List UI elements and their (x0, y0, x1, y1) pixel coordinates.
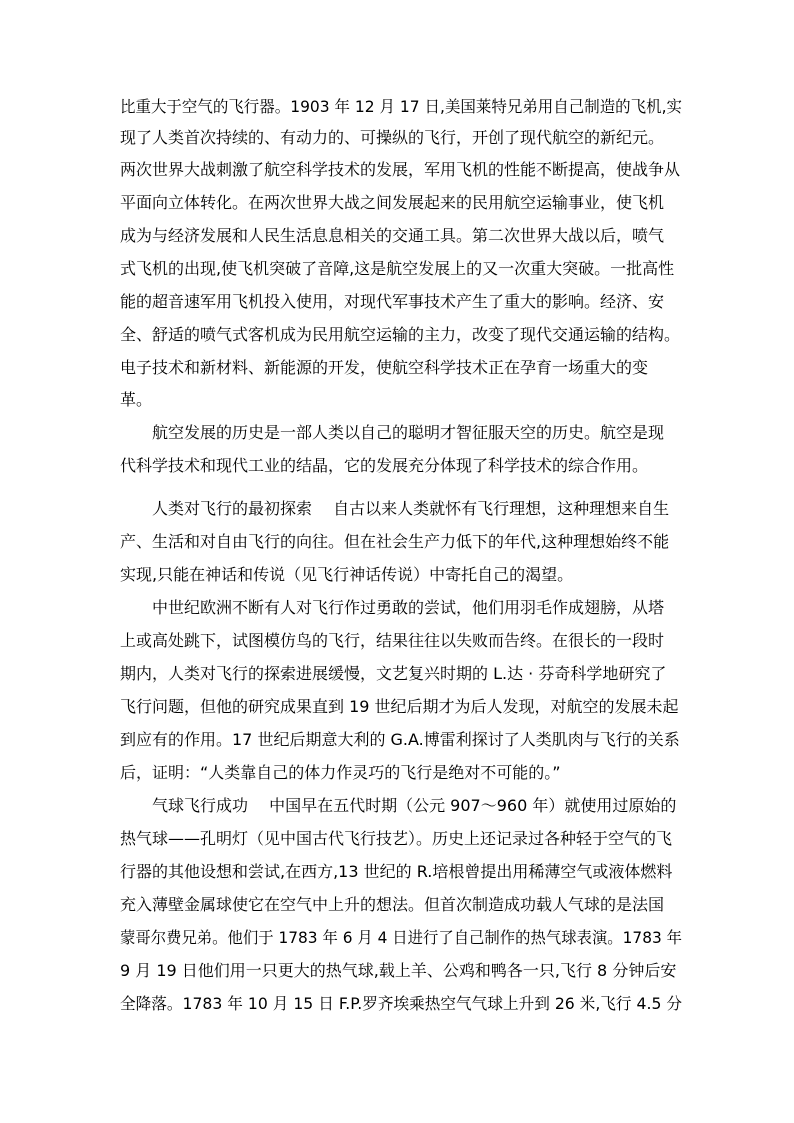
line-text: 蒙哥尔费兄弟。他们于 1783 年 6 月 4 日进行了自己制作的热气球表演。1783 年 (120, 928, 682, 947)
text-line (120, 928, 794, 948)
text-line (152, 598, 794, 618)
line-text: 上或高处跳下，试图模仿鸟的飞行，结果往往以失败而告终。在很长的一段时 (120, 631, 665, 650)
line-text: 到应有的作用。17 世纪后期意大利的 G.A.博雷利探讨了人类肌肉与飞行的关系 (120, 730, 680, 749)
text-line (120, 97, 794, 117)
text-line (120, 829, 794, 849)
line-text: 成为与经济发展和人民生活息息相关的交通工具。第二次世界大战以后，喷气 (120, 226, 665, 245)
line-text: 两次世界大战刺激了航空科学技术的发展，军用飞机的性能不断提高，使战争从 (120, 160, 681, 179)
line-text: 产、生活和对自由飞行的向往。但在社会生产力低下的年代,这种理想始终不能 (120, 532, 670, 551)
line-text: 电子技术和新材料、新能源的开发，使航空科学技术正在孕育一场重大的变 (120, 358, 649, 377)
text-line (120, 532, 794, 552)
text-line (120, 730, 794, 750)
text-line (120, 292, 794, 312)
line-text: 后，证明：“人类靠自己的体力作灵巧的飞行是绝对不可能的。” (120, 763, 561, 782)
line-text: 期内，人类对飞行的探索进展缓慢，文艺复兴时期的 L.达 · 芬奇科学地研究了 (120, 664, 667, 683)
text-line (120, 994, 794, 1014)
line-text: 代科学技术和现代工业的结晶，它的发展充分体现了科学技术的综合作用。 (120, 456, 649, 475)
text-line (120, 895, 794, 915)
line-text: 飞行问题，但他的研究成果直到 19 世纪后期才为后人发现，对航空的发展未起 (120, 697, 679, 716)
text-line (120, 325, 794, 345)
line-text: 平面向立体转化。在两次世界大战之间发展起来的民用航空运输事业，使飞机 (120, 193, 665, 212)
line-text: 能的超音速军用飞机投入使用，对现代军事技术产生了重大的影响。经济、安 (120, 292, 665, 311)
text-line (120, 390, 794, 410)
text-line (152, 796, 794, 816)
line-text: 人类对飞行的最初探索 自古以来人类就怀有飞行理想，这种理想来自生 (152, 499, 670, 518)
line-text: 充入薄壁金属球使它在空气中上升的想法。但首次制造成功载人气球的是法国 (120, 895, 665, 914)
line-text: 实现,只能在神话和传说（见飞行神话传说）中寄托自己的渴望。 (120, 565, 574, 584)
line-text: 航空发展的历史是一部人类以自己的聪明才智征服天空的历史。航空是现 (152, 423, 665, 442)
text-line (120, 961, 794, 981)
text-line (120, 664, 794, 684)
line-text: 现了人类首次持续的、有动力的、可操纵的飞行，开创了现代航空的新纪元。 (120, 128, 665, 147)
text-line (120, 193, 794, 213)
line-text: 行器的其他设想和尝试,在西方,13 世纪的 R.培根曾提出用稀薄空气或液体燃料 (120, 862, 673, 881)
line-text: 式飞机的出现,使飞机突破了音障,这是航空发展上的又一次重大突破。一批高性 (120, 259, 675, 278)
text-line (120, 631, 794, 651)
text-line (120, 358, 794, 378)
text-line (120, 763, 794, 783)
line-text: 比重大于空气的飞行器。1903 年 12 月 17 日,美国莱特兄弟用自己制造的飞机,实 (120, 97, 682, 116)
line-text: 中世纪欧洲不断有人对飞行作过勇敢的尝试，他们用羽毛作成翅膀，从塔 (152, 598, 665, 617)
line-text: 全、舒适的喷气式客机成为民用航空运输的主力，改变了现代交通运输的结构。 (120, 325, 681, 344)
text-line (120, 456, 794, 476)
line-text: 革。 (120, 390, 153, 409)
line-text: 热气球——孔明灯（见中国古代飞行技艺）。历史上还记录过各种轻于空气的飞 (120, 829, 673, 848)
text-line (120, 160, 794, 180)
text-line (152, 499, 794, 519)
text-line (120, 128, 794, 148)
text-line (120, 565, 794, 585)
line-text: 9 月 19 日他们用一只更大的热气球,载上羊、公鸡和鸭各一只,飞行 8 分钟后安 (120, 961, 677, 980)
text-line (120, 226, 794, 246)
line-text: 气球飞行成功 中国早在五代时期（公元 907～960 年）就使用过原始的 (152, 796, 677, 815)
text-line (152, 423, 794, 443)
text-line (120, 862, 794, 882)
text-line (120, 259, 794, 279)
line-text: 全降落。1783 年 10 月 15 日 F.P.罗齐埃乘热空气气球上升到 26 米,飞行 4.5 分 (120, 994, 682, 1013)
text-line (120, 697, 794, 717)
